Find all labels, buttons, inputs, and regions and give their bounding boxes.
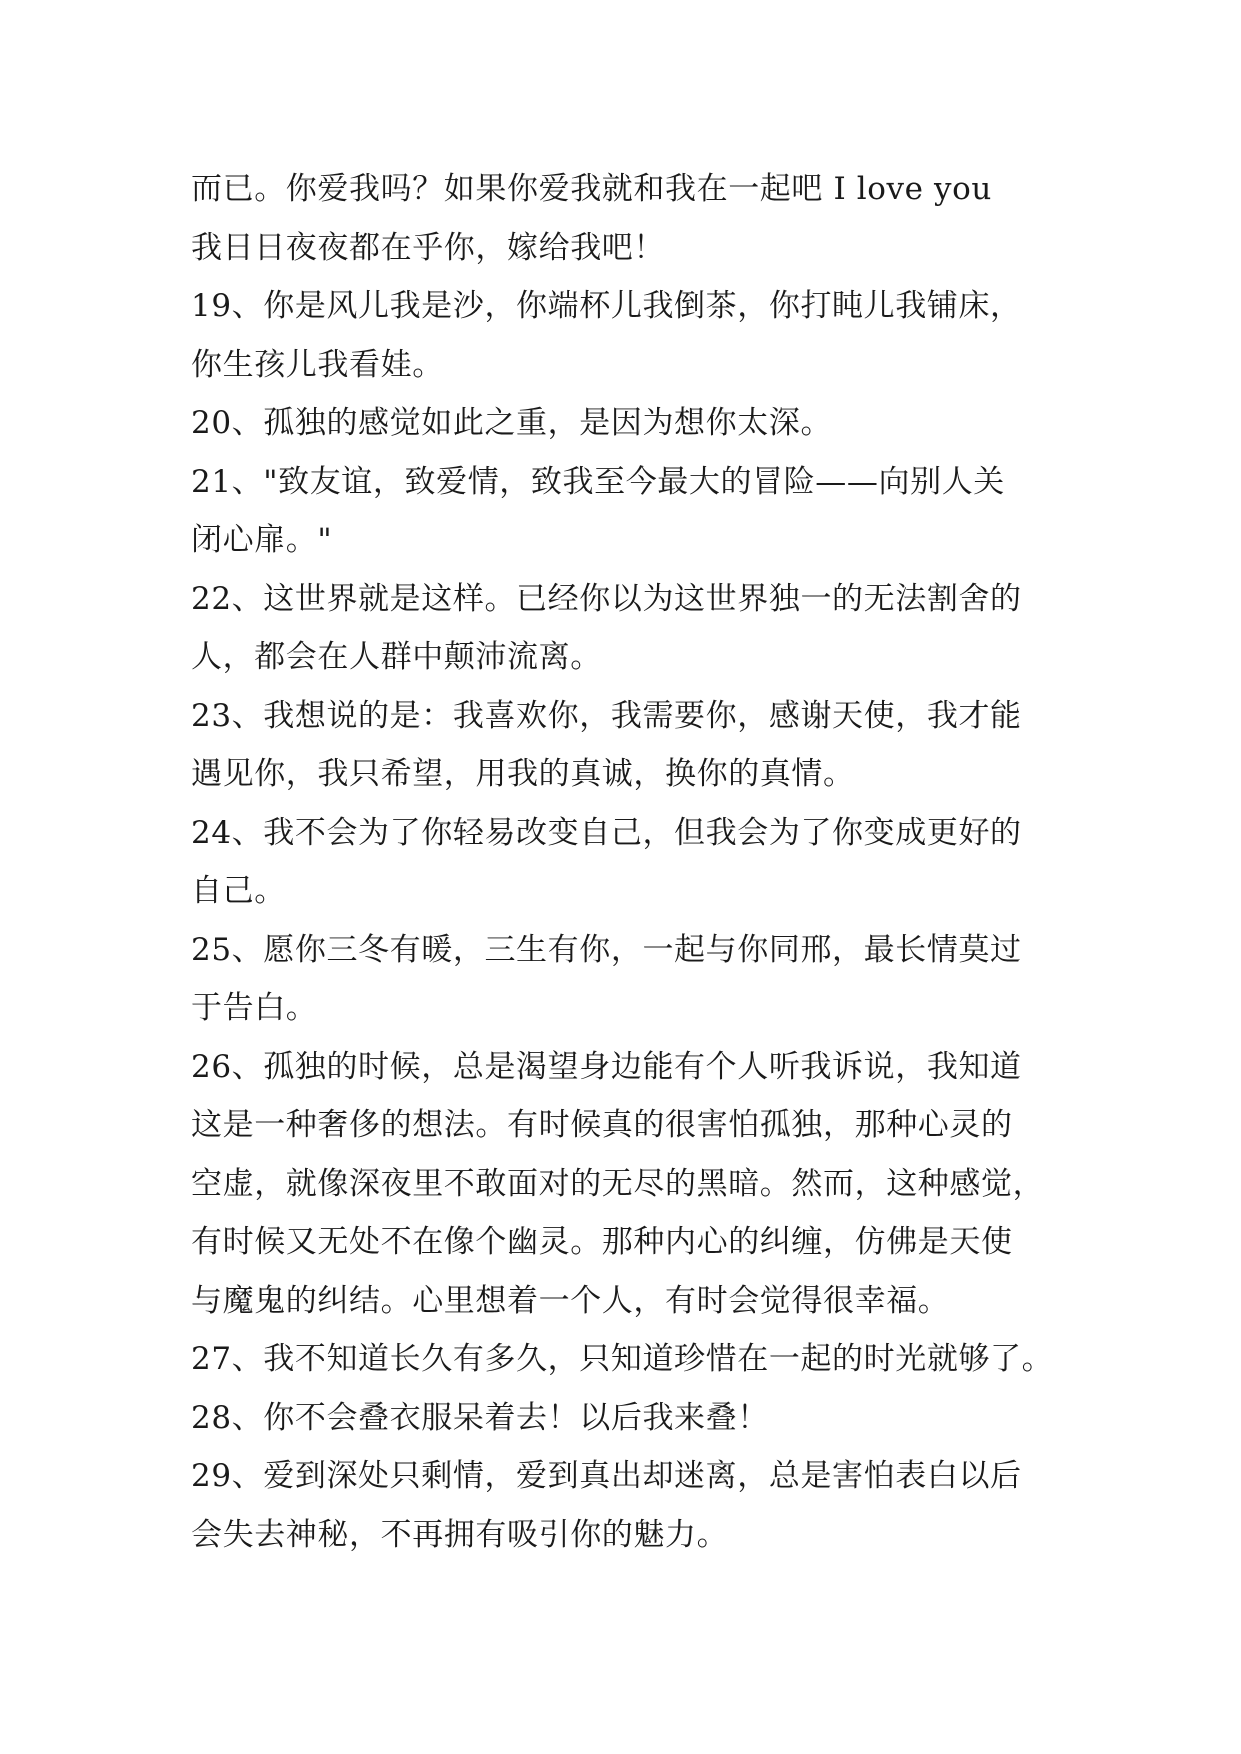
text-line: 23、我想说的是：我喜欢你，我需要你，感谢天使，我才能 [191, 697, 1022, 734]
text-line: 空虚，就像深夜里不敢面对的无尽的黑暗。然而，这种感觉， [191, 1165, 1045, 1202]
text-line: 27、我不知道长久有多久，只知道珍惜在一起的时光就够了。 [191, 1341, 1054, 1377]
text-line: 于告白。 [191, 990, 318, 1026]
text-line: 遇见你，我只希望，用我的真诚，换你的真情。 [191, 756, 855, 792]
text-line: 26、孤独的时候，总是渴望身边能有个人听我诉说，我知道 [191, 1048, 1022, 1085]
text-line: 闭心扉。" [191, 522, 333, 558]
text-line: 我日日夜夜都在乎你，嫁给我吧！ [191, 229, 665, 266]
text-line: 自己。 [191, 873, 286, 909]
text-line: 22、这世界就是这样。已经你以为这世界独一的无法割舍的 [191, 580, 1022, 617]
document-body [191, 160, 1071, 1564]
text-line: 这是一种奢侈的想法。有时候真的很害怕孤独，那种心灵的 [191, 1107, 1013, 1143]
text-line: 25、愿你三冬有暖，三生有你，一起与你同邢，最长情莫过 [191, 931, 1022, 968]
text-line: 29、爱到深处只剩情，爱到真出却迷离，总是害怕表白以后 [191, 1458, 1022, 1494]
text-line: 24、我不会为了你轻易改变自己，但我会为了你变成更好的 [191, 814, 1022, 851]
text-line: 21、"致友谊，致爱情，致我至今最大的冒险——向别人关 [191, 463, 1005, 500]
text-line: 而已。你爱我吗？如果你爱我就和我在一起吧 I love you [191, 171, 992, 207]
text-line: 人，都会在人群中颠沛流离。 [191, 639, 602, 675]
text-line: 20、孤独的感觉如此之重，是因为想你太深。 [191, 405, 833, 441]
text-line: 28、你不会叠衣服呆着去！以后我来叠！ [191, 1399, 769, 1436]
text-line: 有时候又无处不在像个幽灵。那种内心的纠缠，仿佛是天使 [191, 1224, 1013, 1260]
text-line: 与魔鬼的纠结。心里想着一个人，有时会觉得很幸福。 [191, 1282, 950, 1319]
text-line: 会失去神秘，不再拥有吸引你的魅力。 [191, 1516, 729, 1553]
text-line: 19、你是风儿我是沙，你端杯儿我倒茶，你打盹儿我铺床， [191, 288, 1022, 324]
text-line: 你生孩儿我看娃。 [191, 346, 444, 383]
